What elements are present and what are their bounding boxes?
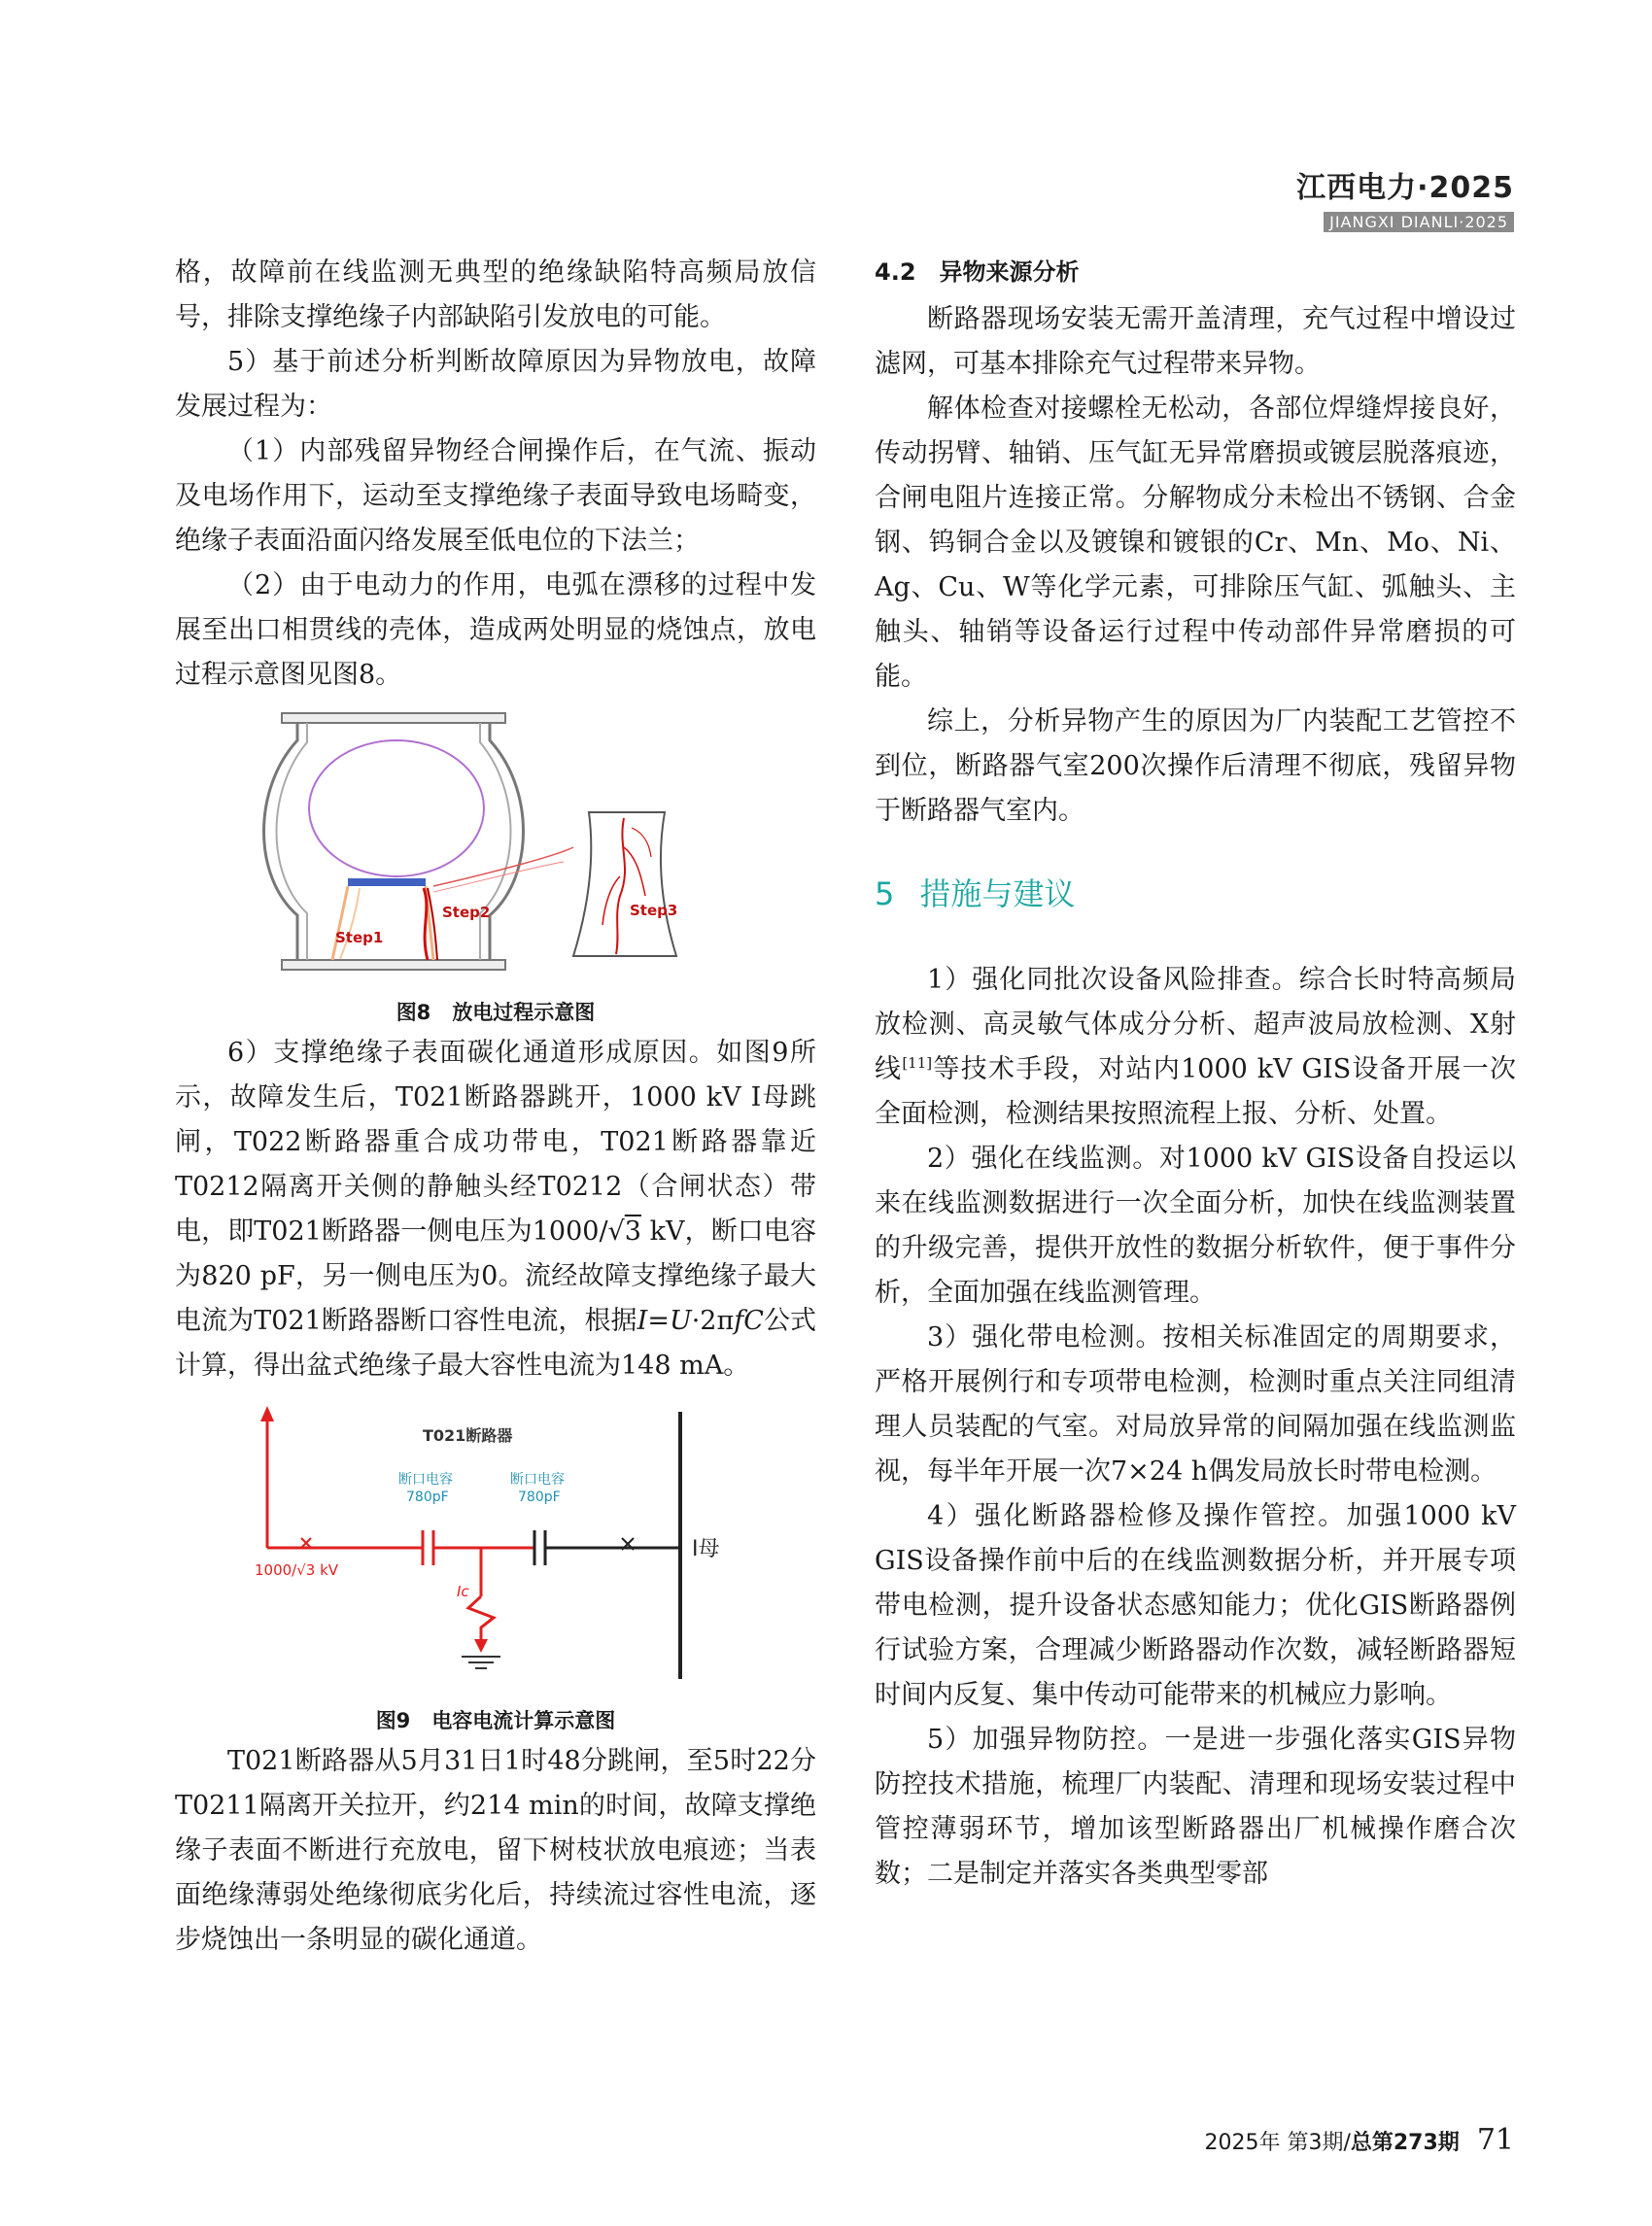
paragraph: 5）加强异物防控。一是进一步强化落实GIS异物防控技术措施，梳理厂内装配、清理和现场安装过程中管控薄弱环节，增加该型断路器出厂机械操作磨合次数；二是制定并落实各类典型零部 xyxy=(875,1725,1516,1889)
section-title: 措施与建议 xyxy=(919,875,1076,912)
current-label: Ic xyxy=(457,1583,469,1600)
bus-label: I母 xyxy=(692,1537,720,1561)
page-number: 71 xyxy=(1476,2123,1514,2157)
section-number: 5 xyxy=(875,875,895,912)
paragraph: 3）强化带电检测。按相关标准固定的周期要求，严格开展例行和专项带电检测，检测时重点关注同组清理人员装配的气室。对局放异常的间隔加强在线监测监视，每半年开展一次7×24 h偶发局放长时带电检测。 xyxy=(875,1322,1516,1487)
discharge-process-diagram xyxy=(243,711,748,976)
citation: [11] xyxy=(902,1054,933,1072)
caption-number: 图9 xyxy=(375,1709,411,1732)
right-column xyxy=(875,251,1516,1897)
paragraph: T021断路器从5月31日1时48分跳闸，至5时22分T0211隔离开关拉开，约214 min的时间，故障支撑绝缘子表面不断进行充放电，留下树枝状放电痕迹；当表面绝缘薄弱处绝缘彻底劣化后，持续流过容性电流，逐步烧蚀出一条明显的碳化通道。 xyxy=(175,1746,816,1955)
capacitor-label-2: 断口电容 xyxy=(510,1472,565,1488)
section-heading-4-2: 4.2 异物来源分析 xyxy=(875,258,1080,286)
paragraph: 1）强化同批次设备风险排查。综合长时特高频局放检测、高灵敏气体成分分析、超声波局放检测、X射线[11]等技术手段，对站内1000 kV GIS设备开展一次全面检测，检测结果按照流程上报、分析、处置。 xyxy=(875,965,1517,1129)
capacitor-value-2: 780pF xyxy=(518,1490,561,1505)
figure-8 xyxy=(243,711,748,1031)
left-column xyxy=(175,251,816,1963)
breaker-label: T021断路器 xyxy=(423,1426,513,1445)
paragraph: 5）基于前述分析判断故障原因为异物放电，故障发展过程为： xyxy=(175,347,816,422)
paragraph: 解体检查对接螺栓无松动，各部位焊缝焊接良好，传动拐臂、轴销、压气缸无异常磨损或镀层脱落痕迹，合闸电阻片连接正常。分解物成分未检出不锈钢、合金钢、钨铜合金以及镀镍和镀银的Cr、Mn、Mo、Ni、Ag、Cu、W等化学元素，可排除压气缸、弧触头、主触头、轴销等设备运行过程中传动部件异常磨损的可能。 xyxy=(875,394,1516,692)
paragraph: 断路器现场安装无需开盖清理，充气过程中增设过滤网，可基本排除充气过程带来异物。 xyxy=(875,304,1516,379)
running-header xyxy=(1296,163,1514,232)
section-heading-5 xyxy=(875,873,1516,915)
paragraph: （2）由于电动力的作用，电弧在漂移的过程中发展至出口相贯线的壳体，造成两处明显的烧蚀点，放电过程示意图见图8。 xyxy=(175,570,816,690)
caption-number: 图8 xyxy=(396,1001,431,1024)
journal-title: 江西电力·2025 xyxy=(1296,171,1514,205)
paragraph: 6）支撑绝缘子表面碳化通道形成原因。如图9所示，故障发生后，T021断路器跳开，1000 kV I母跳闸，T022断路器重合成功带电，T021断路器靠近T0212隔离开关侧的静触头经T0212（合闸状态）带电，即T021断路器一侧电压为1000/√3 kV，断口电容为820 pF，另一侧电压为0。流经故障支撑绝缘子最大电流为T021断路器断口容性电流，根据I=U·2πfC公式计算，得出盆式绝缘子最大容性电流为148 mA。 xyxy=(175,1038,817,1381)
paragraph: 2）强化在线监测。对1000 kV GIS设备自投运以来在线监测数据进行一次全面分析，加快在线监测装置的升级完善，提供开放性的数据分析软件，便于事件分析，全面加强在线监测管理。 xyxy=(875,1144,1516,1308)
journal-subtitle: JIANGXI DIANLI·2025 xyxy=(1324,212,1514,232)
paragraph: 综上，分析异物产生的原因为厂内装配工艺管控不到位，断路器气室200次操作后清理不彻底，残留异物于断路器气室内。 xyxy=(875,706,1516,826)
paragraph: 4）强化断路器检修及操作管控。加强1000 kV GIS设备操作前中后的在线监测数据分析，并开展专项带电检测，提升设备状态感知能力；优化GIS断路器例行试验方案，合理减少断路器动作次数，减轻断路器短时间内反复、集中传动可能带来的机械应力影响。 xyxy=(875,1501,1516,1710)
caption-text: 电容电流计算示意图 xyxy=(431,1709,616,1732)
step2-label: Step2 xyxy=(442,904,491,921)
capacitive-current-diagram xyxy=(253,1402,739,1684)
step1-label: Step1 xyxy=(335,929,384,946)
figure-9-caption xyxy=(253,1702,739,1739)
page-footer xyxy=(1204,2123,1514,2157)
paragraph: 格，故障前在线监测无典型的绝缘缺陷特高频局放信号，排除支撑绝缘子内部缺陷引发放电的可能。 xyxy=(175,257,816,332)
figure-8-caption xyxy=(243,994,748,1031)
figure-9 xyxy=(253,1402,739,1739)
step3-label: Step3 xyxy=(630,902,678,919)
capacitor-label-1: 断口电容 xyxy=(398,1472,453,1488)
caption-text: 放电过程示意图 xyxy=(452,1001,596,1024)
paragraph: （1）内部残留异物经合闸操作后，在气流、振动及电场作用下，运动至支撑绝缘子表面导致电场畸变，绝缘子表面沿面闪络发展至低电位的下法兰； xyxy=(175,436,816,556)
issue-number: 2025年 第3期/ xyxy=(1204,2131,1351,2155)
voltage-label: 1000/√3 kV xyxy=(255,1561,339,1579)
capacitor-value-1: 780pF xyxy=(406,1490,449,1505)
total-issue: 总第273期 xyxy=(1350,2131,1460,2155)
